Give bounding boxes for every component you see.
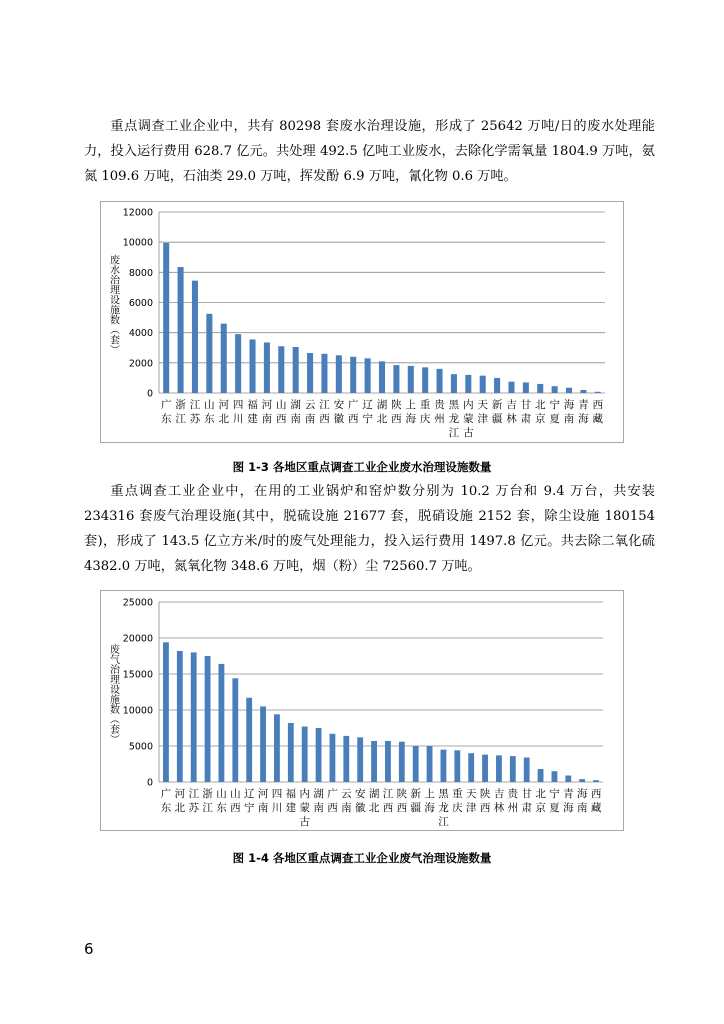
x-tick-label: 贵州 [434,399,445,425]
x-tick-label: 黑龙江 [438,788,449,828]
x-tick-label: 内蒙古 [299,788,310,828]
paragraph-waste-gas: 重点调查工业企业中，在用的工业锅炉和窑炉数分别为 10.2 万台和 9.4 万台，共安装 234316 套废气治理设施(其中，脱硫设施 21677 套，脱硝设施 2152 套，除尘设施 180154 套)，形成了 143.5 亿立方米/时的废气处理能力，投入运行费用 1497.8 亿元。共去除二氧化硫 4382.0 万吨，氮氧化物 348.6 万吨，烟（粉）尘 72560.7 万吨。 [84,484,655,574]
y-tick-label: 2000 [128,358,153,370]
wastewater-bar [408,366,414,393]
x-tick-label: 广东 [160,788,172,814]
wastewater-bar [350,357,356,393]
wastewater-bar [235,334,241,393]
x-tick-label: 云南 [304,399,316,425]
x-tick-label: 重庆 [452,788,463,814]
waste-gas-bar [593,780,599,782]
x-tick-label: 上海 [405,399,417,425]
y-axis-title: 废水治理设施数（套） [107,254,119,355]
waste-gas-bar [565,776,571,782]
x-tick-label: 陕西 [479,788,491,814]
x-tick-label: 海南 [563,399,575,425]
wastewater-bar [336,355,342,393]
y-tick-label: 10000 [122,705,153,717]
x-tick-label: 江苏 [188,788,199,814]
wastewater-bar [249,339,255,393]
waste-gas-bar [343,736,349,782]
waste-gas-bar [413,746,419,782]
x-tick-label: 吉林 [493,788,505,814]
y-tick-label: 6000 [128,298,153,309]
y-tick-label: 12000 [122,207,153,219]
waste-gas-bar [177,651,183,782]
wastewater-bar [221,324,227,393]
wastewater-bar [321,354,327,393]
x-tick-label: 安徽 [333,399,345,425]
x-tick-label: 广西 [347,399,359,425]
x-tick-label: 陕西 [396,788,408,814]
y-tick-label: 15000 [122,669,153,681]
x-tick-label: 北京 [535,788,546,814]
waste-gas-bar [219,664,225,782]
waste-gas-bar [330,734,336,782]
wastewater-bar [178,267,184,393]
x-tick-label: 辽宁 [362,399,373,425]
x-tick-label: 青海 [563,788,574,814]
wastewater-bar [379,361,385,393]
x-tick-label: 上海 [424,788,435,814]
wastewater-bar [480,376,486,393]
wastewater-bar [465,375,471,393]
x-tick-label: 贵州 [507,788,519,814]
wastewater-bar [206,314,212,393]
x-tick-label: 重庆 [419,399,431,425]
waste-gas-bar [371,741,377,782]
x-tick-label: 河北 [218,399,229,425]
waste-gas-bar [246,698,252,782]
wastewater-bar [537,384,543,393]
waste-gas-bar [191,652,197,782]
x-tick-label: 湖南 [313,788,324,814]
waste-gas-bar [357,737,363,782]
y-tick-label: 25000 [122,597,153,609]
x-tick-label: 浙江 [175,399,186,425]
wastewater-chart-svg [101,202,623,442]
x-tick-label: 河南 [257,788,269,814]
wastewater-bar [437,369,443,393]
waste-gas-bar [468,753,474,782]
waste-gas-bar [454,750,460,782]
waste-gas-bar [552,771,558,782]
x-tick-label: 河北 [174,788,186,814]
y-axis-title: 废气治理设施数（套） [107,644,119,744]
waste-gas-bar [274,714,280,782]
waste-gas-bar [427,746,433,782]
y-tick-label: 0 [146,777,153,789]
x-tick-label: 甘肃 [520,399,532,425]
x-tick-label: 广西 [327,788,338,814]
x-tick-label: 浙江 [202,788,213,814]
x-tick-label: 四川 [232,399,244,425]
figure-caption-1-3: 图 1-3 各地区重点调查工业企业废水治理设施数量 [232,460,492,474]
waste-gas-chart-svg [101,591,623,830]
x-tick-label: 辽宁 [243,788,255,814]
wastewater-bar [523,382,529,393]
wastewater-bar [307,353,313,393]
x-tick-label: 海南 [576,788,588,814]
waste-gas-bar [260,706,266,782]
wastewater-bar [365,358,371,393]
wastewater-bar [451,374,457,393]
x-tick-label: 四川 [271,788,283,814]
waste-gas-bar [579,779,585,782]
x-tick-label: 湖北 [368,788,380,814]
paragraph-wastewater: 重点调查工业企业中，共有 80298 套废水治理设施，形成了 25642 万吨/日的废水处理能力，投入运行费用 628.7 亿元。共处理 492.5 亿吨工业废水，去除化学需氧量 1804.9 万吨，氨氮 109.6 万吨，石油类 29.0 万吨，挥发酚 6.9 万吨，氰化物 0.6 万吨。 [84,119,655,184]
x-tick-label: 陕西 [391,399,402,425]
y-tick-label: 0 [146,388,153,400]
y-tick-label: 10000 [122,237,153,249]
wastewater-bar [552,386,558,393]
y-tick-label: 5000 [128,741,153,753]
x-tick-label: 天津 [477,399,488,425]
wastewater-bar [595,392,601,393]
x-tick-label: 江西 [382,788,394,814]
waste-gas-bar [302,727,308,782]
wastewater-bar [508,382,514,393]
figure-caption-1-4: 图 1-4 各地区重点调查工业企业废气治理设施数量 [232,851,492,865]
waste-gas-bar [232,678,238,782]
wastewater-chart [100,201,624,443]
wastewater-bar [264,342,270,393]
waste-gas-bar [441,750,447,782]
x-tick-label: 山西 [230,788,241,814]
waste-gas-bar [399,742,405,782]
y-tick-label: 4000 [128,328,153,340]
x-tick-label: 甘肃 [521,788,532,814]
y-tick-label: 20000 [122,633,153,645]
x-tick-label: 西藏 [592,399,604,425]
x-tick-label: 新疆 [491,399,503,425]
wastewater-bar [293,347,299,393]
page-number: 6 [84,940,94,958]
waste-gas-bar [288,723,294,782]
x-tick-label: 宁夏 [549,788,560,814]
x-tick-label: 河南 [261,399,273,425]
waste-gas-bar [524,758,530,782]
waste-gas-bar [538,769,544,782]
x-tick-label: 安徽 [354,788,366,814]
wastewater-bar [494,378,500,393]
wastewater-bar [278,346,284,393]
wastewater-bar [393,365,399,393]
x-tick-label: 新疆 [410,788,421,814]
waste-gas-bar [205,656,211,782]
x-tick-label: 山东 [204,399,215,425]
x-tick-label: 广东 [160,399,172,425]
x-tick-label: 黑龙江 [448,399,460,439]
x-tick-label: 北京 [535,399,546,425]
x-tick-label: 天津 [465,788,477,814]
wastewater-bar [566,388,572,393]
wastewater-bar [580,390,586,393]
x-tick-label: 西藏 [590,788,602,814]
waste-gas-bar [163,642,169,782]
waste-gas-bar [316,728,322,782]
waste-gas-bar [482,755,488,782]
waste-gas-bar [496,755,502,782]
x-tick-label: 福建 [285,788,297,814]
x-tick-label: 青海 [578,399,589,425]
x-tick-label: 山东 [216,788,227,814]
x-tick-label: 内蒙古 [463,399,474,439]
wastewater-bar [192,281,198,393]
x-tick-label: 福建 [247,399,258,425]
wastewater-bar [422,367,428,393]
waste-gas-chart [100,590,624,831]
y-tick-label: 8000 [128,267,153,279]
waste-gas-bar [510,756,516,782]
x-tick-label: 山西 [276,399,287,425]
wastewater-bar [163,243,169,393]
x-tick-label: 湖南 [290,399,301,425]
x-tick-label: 宁夏 [549,399,560,425]
x-tick-label: 江苏 [189,399,201,425]
x-tick-label: 云南 [341,788,352,814]
x-tick-label: 吉林 [506,399,517,425]
waste-gas-bar [385,741,391,782]
x-tick-label: 湖北 [376,399,388,425]
x-tick-label: 江西 [319,399,330,425]
